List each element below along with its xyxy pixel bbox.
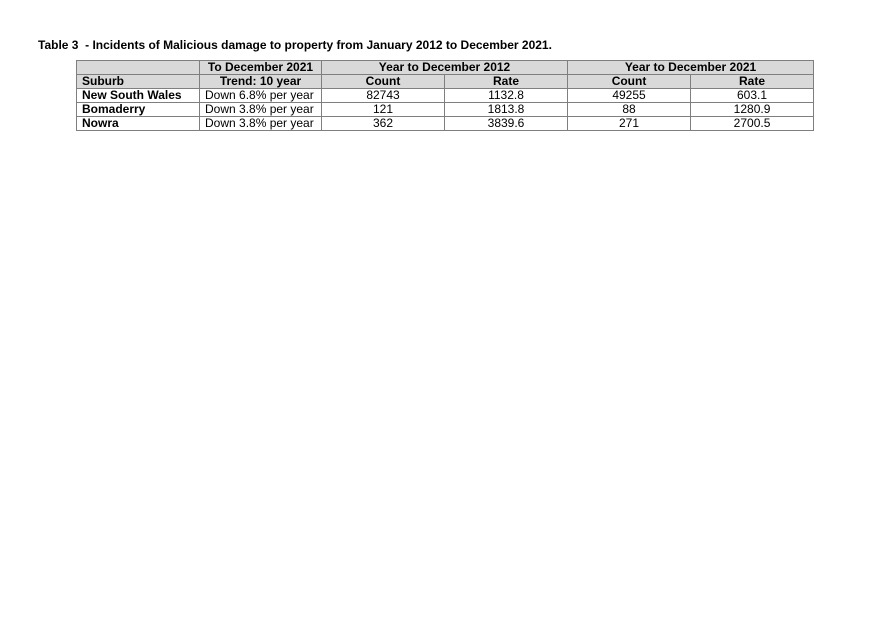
column-header-rate-2021: Rate — [691, 75, 814, 89]
table-row — [77, 103, 814, 117]
table-caption: Table 3 - Incidents of Malicious damage to property from January 2012 to December 2021. — [38, 38, 552, 52]
trend-cell: Down 3.8% per year — [200, 117, 322, 131]
suburb-cell: New South Wales — [77, 89, 200, 103]
count-2012-cell: 82743 — [322, 89, 445, 103]
rate-2012-cell: 1813.8 — [445, 103, 568, 117]
column-header-count-2012: Count — [322, 75, 445, 89]
trend-cell: Down 6.8% per year — [200, 89, 322, 103]
column-header-row — [77, 75, 814, 89]
count-2021-cell: 88 — [568, 103, 691, 117]
column-header-trend: Trend: 10 year — [200, 75, 322, 89]
column-header-suburb: Suburb — [77, 75, 200, 89]
count-2021-cell: 49255 — [568, 89, 691, 103]
count-2012-cell: 121 — [322, 103, 445, 117]
column-header-rate-2012: Rate — [445, 75, 568, 89]
rate-2012-cell: 3839.6 — [445, 117, 568, 131]
rate-2021-cell: 2700.5 — [691, 117, 814, 131]
rate-2021-cell: 603.1 — [691, 89, 814, 103]
group-header-year-2012: Year to December 2012 — [322, 61, 568, 75]
count-2012-cell: 362 — [322, 117, 445, 131]
suburb-cell: Bomaderry — [77, 103, 200, 117]
group-header-row — [77, 61, 814, 75]
group-header-blank — [77, 61, 200, 75]
column-header-count-2021: Count — [568, 75, 691, 89]
malicious-damage-table — [76, 60, 814, 131]
group-header-to-december-2021: To December 2021 — [200, 61, 322, 75]
count-2021-cell: 271 — [568, 117, 691, 131]
trend-cell: Down 3.8% per year — [200, 103, 322, 117]
suburb-cell: Nowra — [77, 117, 200, 131]
table-row — [77, 117, 814, 131]
table-row — [77, 89, 814, 103]
group-header-year-2021: Year to December 2021 — [568, 61, 814, 75]
rate-2012-cell: 1132.8 — [445, 89, 568, 103]
rate-2021-cell: 1280.9 — [691, 103, 814, 117]
